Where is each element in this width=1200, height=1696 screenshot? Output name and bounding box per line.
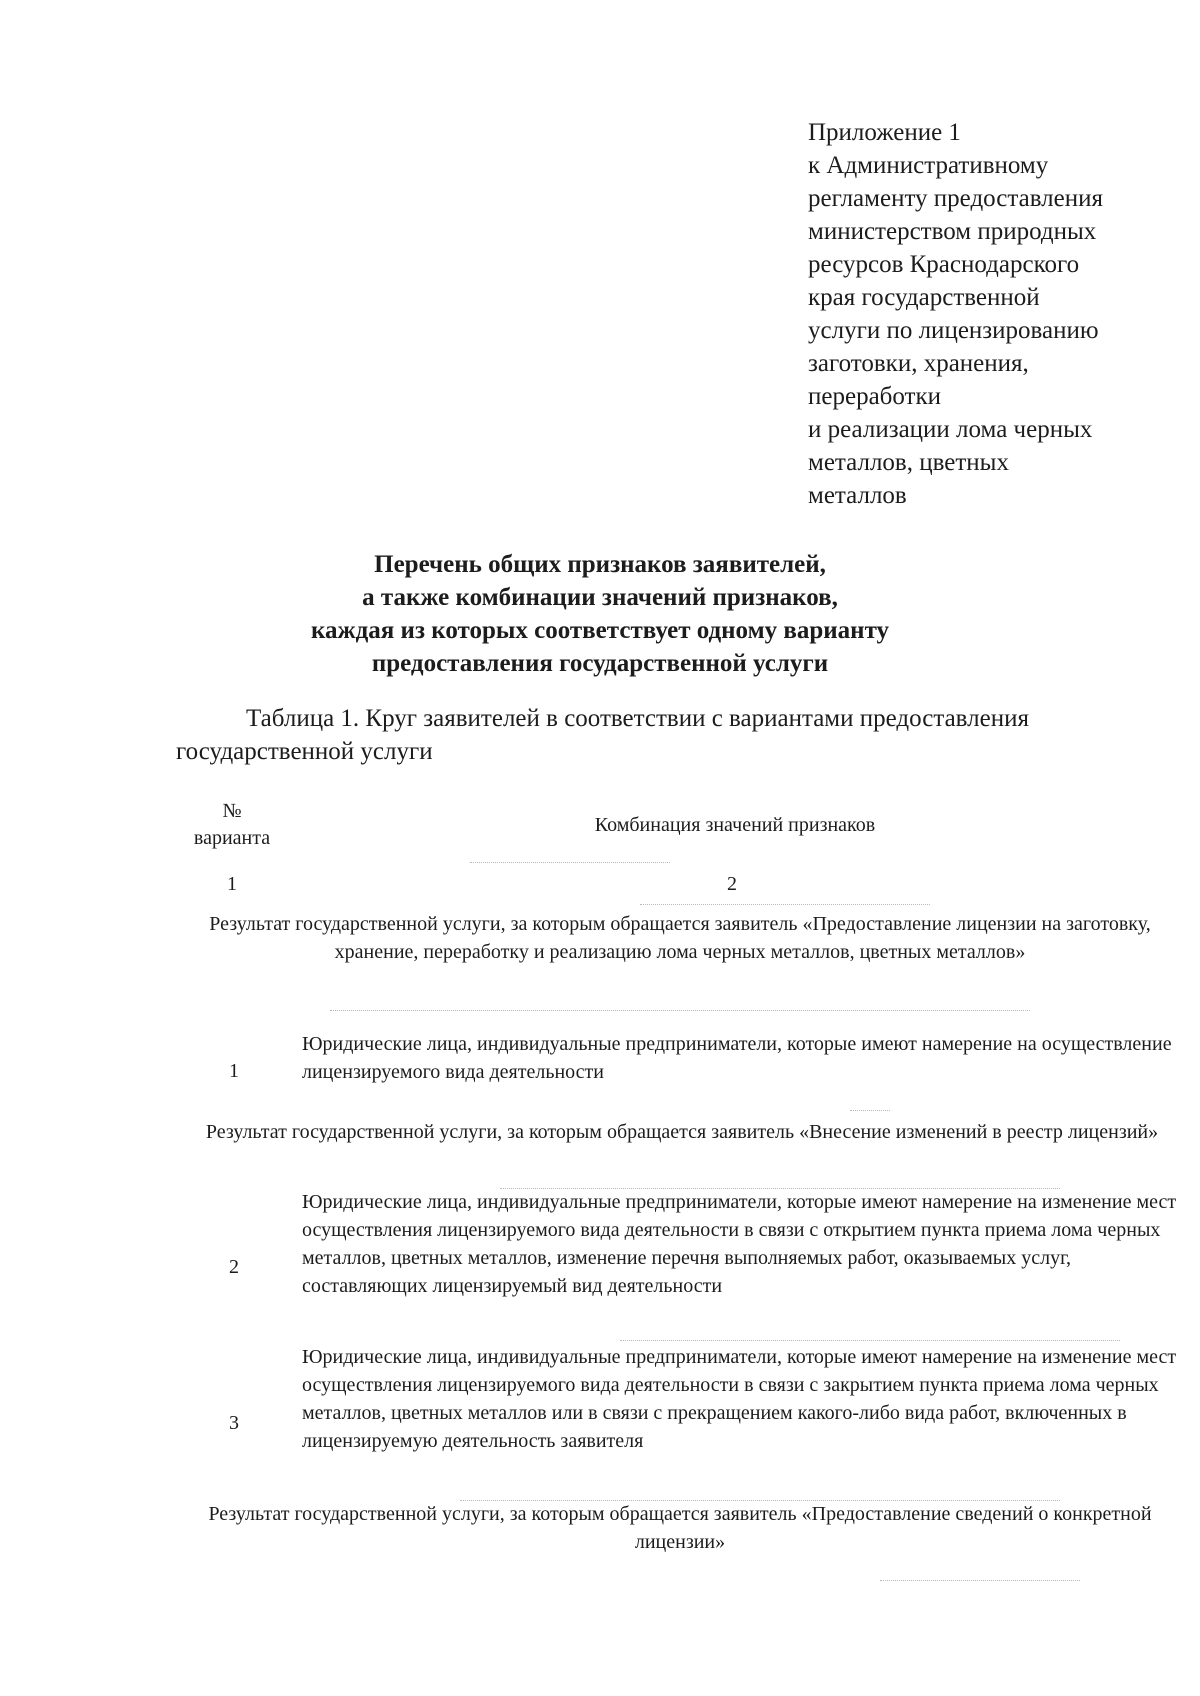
- section-result: Результат государственной услуги, за которым обращается заявитель «Внесение изменений в реестр лицензий»: [205, 1121, 1159, 1143]
- appendix-line: Приложение 1: [808, 119, 961, 146]
- faint-rule: [640, 904, 930, 906]
- appendix-line: переработки: [808, 383, 942, 410]
- row-applicant-text: Юридические лица, индивидуальные предприниматели, которые имеют намерение на осуществление лицензируемого вида деятельности: [302, 1033, 1172, 1083]
- table-caption: Таблица 1. Круг заявителей в соответствии с вариантами предоставления государственной услуги: [176, 705, 1029, 765]
- row-applicant-text: Юридические лица, индивидуальные предприниматели, которые имеют намерение на изменение мест осуществления лицензируемого вида деятельности в связи с открытием пункта приема лома черных металлов, цветных металлов, изменение перечня выполняемых работ, оказываемых услуг, составляющих лицензируемый вид деятельности: [302, 1191, 1177, 1297]
- appendix-line: регламенту предоставления: [808, 185, 1104, 212]
- appendix-line: услуги по лицензированию: [808, 317, 1099, 344]
- appendix-line: края государственной: [808, 284, 1040, 311]
- row-applicant-text: Юридические лица, индивидуальные предприниматели, которые имеют намерение на изменение мест осуществления лицензируемого вида деятельности в связи с закрытием пункта приема лома черных металлов, цветных металлов или в связи с прекращением какого-либо вида работ, включенных в лицензируемую деятельность заявителя: [302, 1346, 1177, 1452]
- faint-rule: [620, 1340, 1120, 1342]
- row-variant-number: 2: [229, 1256, 239, 1278]
- faint-rule: [880, 1580, 1080, 1582]
- appendix-reference: [808, 116, 1178, 512]
- faint-rule: [850, 1110, 890, 1112]
- appendix-line: металлов, цветных: [808, 449, 1009, 476]
- title-line: Перечень общих признаков заявителей,: [374, 551, 826, 578]
- column-number-2: 2: [727, 873, 737, 895]
- section-result: Результат государственной услуги, за которым обращается заявитель «Предоставление сведений о конкретной лицензии»: [208, 1503, 1152, 1553]
- appendix-line: ресурсов Краснодарского: [808, 251, 1080, 278]
- faint-rule: [470, 862, 670, 864]
- title-line: предоставления государственной услуги: [371, 650, 829, 677]
- appendix-line: металлов: [808, 482, 907, 509]
- row-variant-number: 3: [229, 1412, 239, 1434]
- appendix-line: заготовки, хранения,: [808, 350, 1029, 377]
- title-line: каждая из которых соответствует одному варианту: [310, 617, 890, 644]
- appendix-line: министерством природных: [808, 218, 1097, 245]
- faint-rule: [330, 1010, 1030, 1012]
- document-title: [180, 548, 1020, 680]
- section-result: Результат государственной услуги, за которым обращается заявитель «Предоставление лицензии на заготовку, хранение, переработку и реализацию лома черных металлов, цветных металлов»: [209, 913, 1151, 963]
- title-line: а также комбинации значений признаков,: [362, 584, 838, 611]
- row-variant-number: 1: [229, 1060, 239, 1082]
- appendix-line: к Административному: [808, 152, 1049, 179]
- column-number-1: 1: [227, 873, 237, 895]
- appendix-line: и реализации лома черных: [808, 416, 1093, 443]
- header-combination: Комбинация значений признаков: [594, 814, 876, 836]
- header-variant-number: № варианта: [193, 800, 271, 849]
